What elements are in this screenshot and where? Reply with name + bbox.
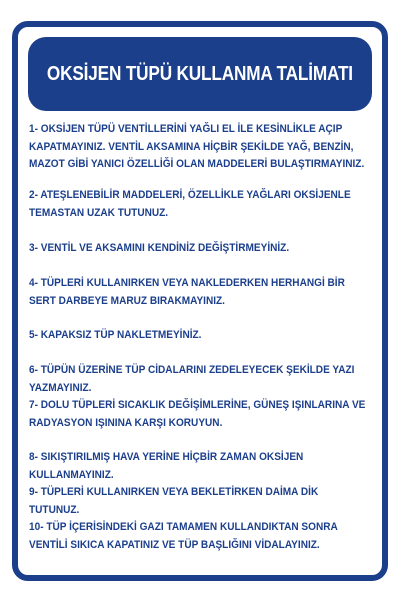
- instruction-8: 8- SIKIŞTIRILMIŞ HAVA YERİNE HİÇBİR ZAMAN OKSİJEN KULLANMAYINIZ.: [29, 451, 304, 481]
- instruction-4: 4- TÜPLERİ KULLANIRKEN VEYA NAKLEDERKEN HERHANGİ BİR SERT DARBEYE MARUZ BIRAKMAYINIZ.: [29, 277, 345, 307]
- instruction-6: 6- TÜPÜN ÜZERİNE TÜP CİDALARINI ZEDELEYECEK ŞEKİLDE YAZI YAZMAYINIZ.: [29, 364, 355, 394]
- instruction-10: 10- TÜP İÇERİSİNDEKİ GAZI TAMAMEN KULLANDIKTAN SONRA VENTİLİ SIKICA KAPATINIZ VE TÜP BAŞLIĞINI VİDALAYINIZ.: [29, 521, 338, 551]
- title-banner: [28, 37, 372, 111]
- sign-frame: [12, 21, 388, 581]
- instruction-5: 5- KAPAKSIZ TÜP NAKLETMEYİNİZ.: [29, 329, 202, 341]
- instruction-1: 1- OKSİJEN TÜPÜ VENTİLLERİNİ YAĞLI EL İLE KESİNLİKLE AÇIP KAPATMAYINIZ. VENTİL AKSAMINA HİÇBİR ŞEKİLDE YAĞ, BENZİN, MAZOT GİBİ YANICI ÖZELLİĞİ OLAN MADDELERİ BULAŞTIRMAYINIZ.: [29, 123, 365, 170]
- instruction-3: 3- VENTİL VE AKSAMINI KENDİNİZ DEĞİŞTİRMEYİNİZ.: [29, 242, 290, 254]
- instruction-9: 9- TÜPLERİ KULLANIRKEN VEYA BEKLETİRKEN DAİMA DİK TUTUNUZ.: [29, 486, 319, 516]
- instruction-7: 7- DOLU TÜPLERİ SICAKLIK DEĞİŞİMLERİNE, GÜNEŞ IŞINLARINA VE RADYASYON IŞININA KARŞI KORUYUN.: [29, 399, 366, 429]
- instruction-2: 2- ATEŞLENEBİLİR MADDELERİ, ÖZELLİKLE YAĞLARI OKSİJENLE TEMASTAN UZAK TUTUNUZ.: [29, 189, 351, 219]
- sign-title: OKSİJEN TÜPÜ KULLANMA TALİMATI: [47, 62, 354, 85]
